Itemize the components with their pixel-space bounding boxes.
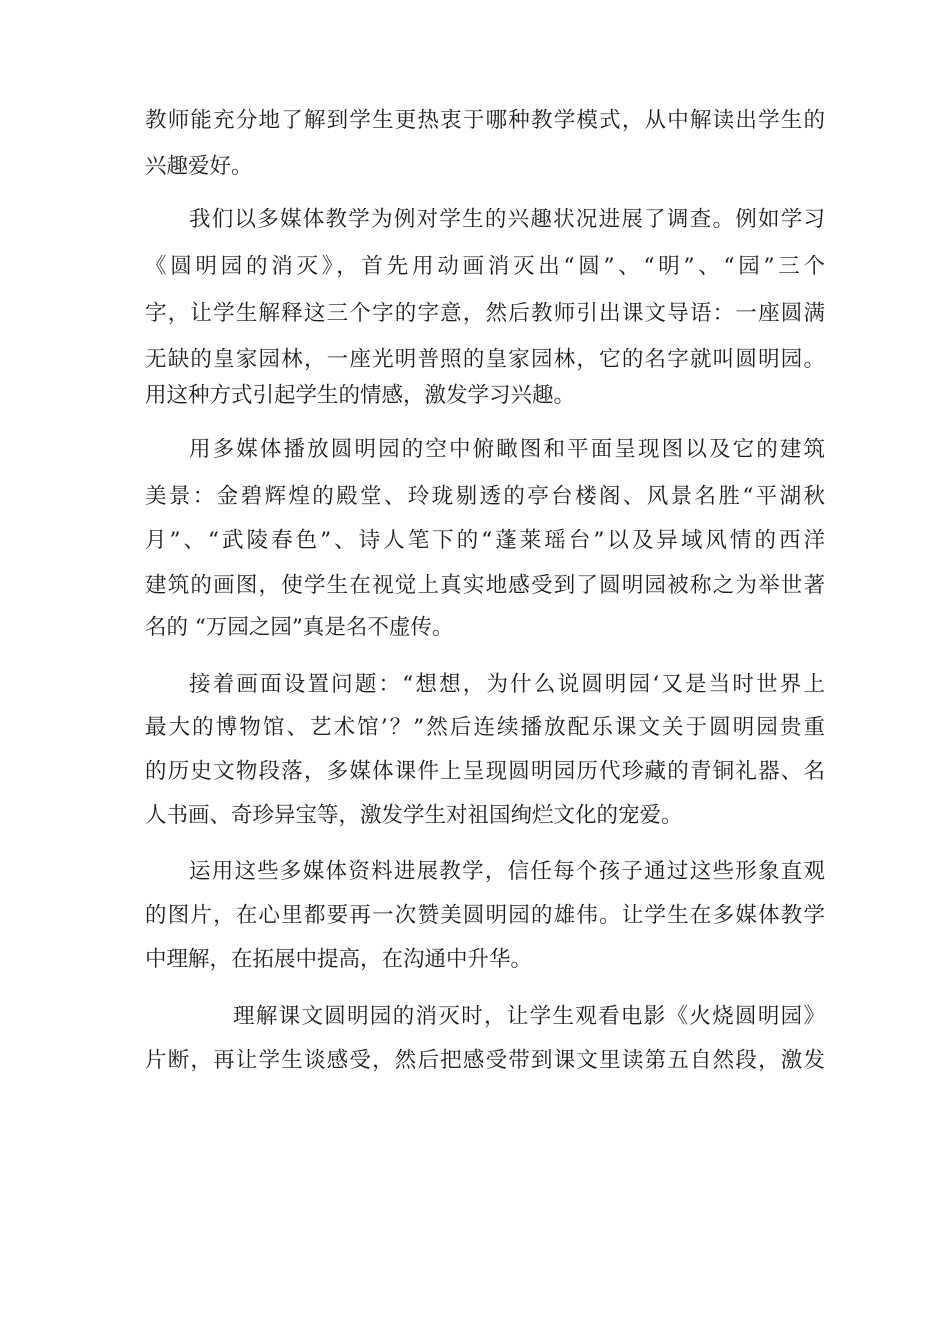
text-line: 字，让学生解释这三个字的字意，然后教师引出课文导语：一座圆满 [145, 301, 825, 326]
text-line: 美景：金碧辉煌的殿堂、玲珑剔透的亭台楼阁、风景名胜“平湖秋 [145, 484, 825, 509]
text-line: 无缺的皇家园林，一座光明普照的皇家园林，它的名字就叫圆明园。 [145, 347, 825, 372]
text-line: 接着画面设置问题：“想想，为什么说圆明园‘又是当时世界上 [189, 672, 825, 697]
text-line: 理解课文圆明园的消灭时，让学生观看电影《火烧圆明园》 [233, 1004, 825, 1029]
text-line: 中理解，在拓展中提高，在沟通中升华。 [145, 947, 533, 972]
text-line: 月”、“武陵春色”、诗人笔下的“蓬莱瑶台”以及异域风情的西洋 [145, 528, 825, 553]
text-line: 教师能充分地了解到学生更热衷于哪种教学模式，从中解读出学生的 [145, 108, 825, 133]
text-line: 《圆明园的消灭》，首先用动画消灭出“圆”、“明”、“园”三个 [145, 254, 825, 279]
text-line: 运用这些多媒体资料进展教学，信任每个孩子通过这些形象直观 [189, 859, 825, 884]
text-line: 用多媒体播放圆明园的空中俯瞰图和平面呈现图以及它的建筑 [189, 437, 825, 462]
text-line: 兴趣爱好。 [145, 154, 253, 179]
text-line: 名的 “万园之园”真是名不虚传。 [145, 615, 454, 640]
text-line: 我们以多媒体教学为例对学生的兴趣状况进展了调查。例如学习 [189, 207, 825, 232]
text-line: 人书画、奇珍异宝等，激发学生对祖国绚烂文化的宠爱。 [145, 803, 683, 828]
text-line: 片断，再让学生谈感受，然后把感受带到课文里读第五自然段，激发 [145, 1048, 825, 1073]
text-line: 建筑的画图，使学生在视觉上真实地感受到了圆明园被称之为举世著 [145, 573, 825, 598]
text-line: 最大的博物馆、艺术馆’？”然后连续播放配乐课文关于圆明园贵重 [145, 715, 825, 740]
text-line: 用这种方式引起学生的情感，激发学习兴趣。 [145, 383, 576, 408]
text-line: 的历史文物段落，多媒体课件上呈现圆明园历代珍藏的青铜礼器、名 [145, 759, 825, 784]
text-line: 的图片，在心里都要再一次赞美圆明园的雄伟。让学生在多媒体教学 [145, 903, 825, 928]
